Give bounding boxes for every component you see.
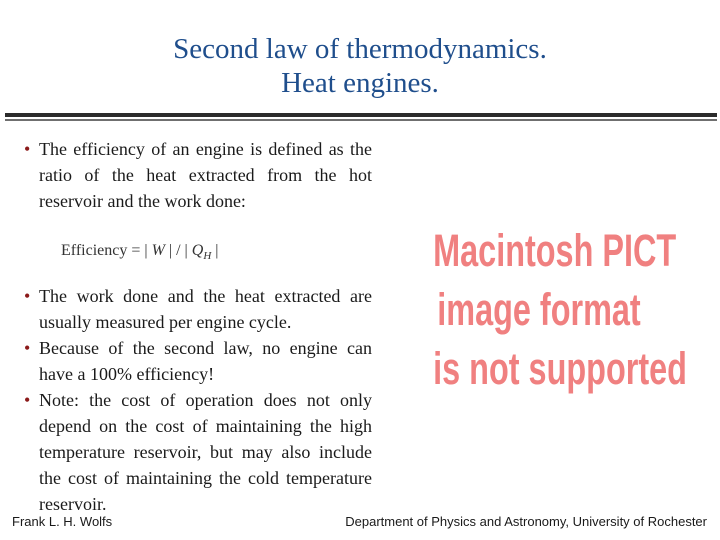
bullet-second-law bbox=[24, 335, 372, 387]
placeholder-line-1: Macintosh PICT bbox=[433, 225, 677, 276]
formula-work-variable: W bbox=[151, 242, 165, 259]
bullet-marker: • bbox=[24, 338, 31, 359]
title-divider-light bbox=[5, 119, 717, 121]
placeholder-line-2: image format bbox=[437, 284, 641, 335]
efficiency-formula bbox=[61, 238, 372, 269]
formula-suffix: | bbox=[211, 242, 219, 259]
slide-body bbox=[24, 136, 372, 517]
unsupported-image-placeholder bbox=[392, 221, 686, 402]
footer-author: Frank L. H. Wolfs bbox=[12, 514, 113, 529]
footer-institution: Department of Physics and Astronomy, University of Rochester bbox=[345, 514, 707, 529]
bullet-cost-of-operation bbox=[24, 387, 372, 517]
bullet-text: The efficiency of an engine is defined as the ratio of the heat extracted from the hot reservoir and the work done: bbox=[39, 139, 372, 211]
bullet-marker: • bbox=[24, 139, 31, 159]
bullet-marker: • bbox=[24, 286, 31, 307]
formula-prefix: Efficiency = | bbox=[61, 242, 152, 259]
slide-title-line-1: Second law of thermodynamics. bbox=[173, 33, 547, 65]
bullet-text: Note: the cost of operation does not only depend on the cost of maintaining the high temperature reservoir, but may also include the cost of maintaining the cold temperature reservoir. bbox=[39, 390, 372, 515]
placeholder-line-3: is not supported bbox=[433, 343, 687, 394]
slide-title bbox=[0, 32, 720, 100]
bullet-text: Because of the second law, no engine can have a 100% efficiency! bbox=[39, 338, 372, 385]
bullet-marker: • bbox=[24, 390, 31, 411]
formula-middle: | / | bbox=[164, 242, 192, 259]
bullet-work-per-cycle bbox=[24, 283, 372, 335]
bullet-text: The work done and the heat extracted are usually measured per engine cycle. bbox=[39, 286, 372, 333]
formula-heat-subscript: H bbox=[203, 250, 212, 263]
bullet-efficiency-definition bbox=[24, 136, 372, 214]
slide-title-line-2: Heat engines. bbox=[281, 67, 439, 99]
formula-heat-variable: Q bbox=[191, 242, 204, 259]
title-divider-dark bbox=[5, 113, 717, 117]
